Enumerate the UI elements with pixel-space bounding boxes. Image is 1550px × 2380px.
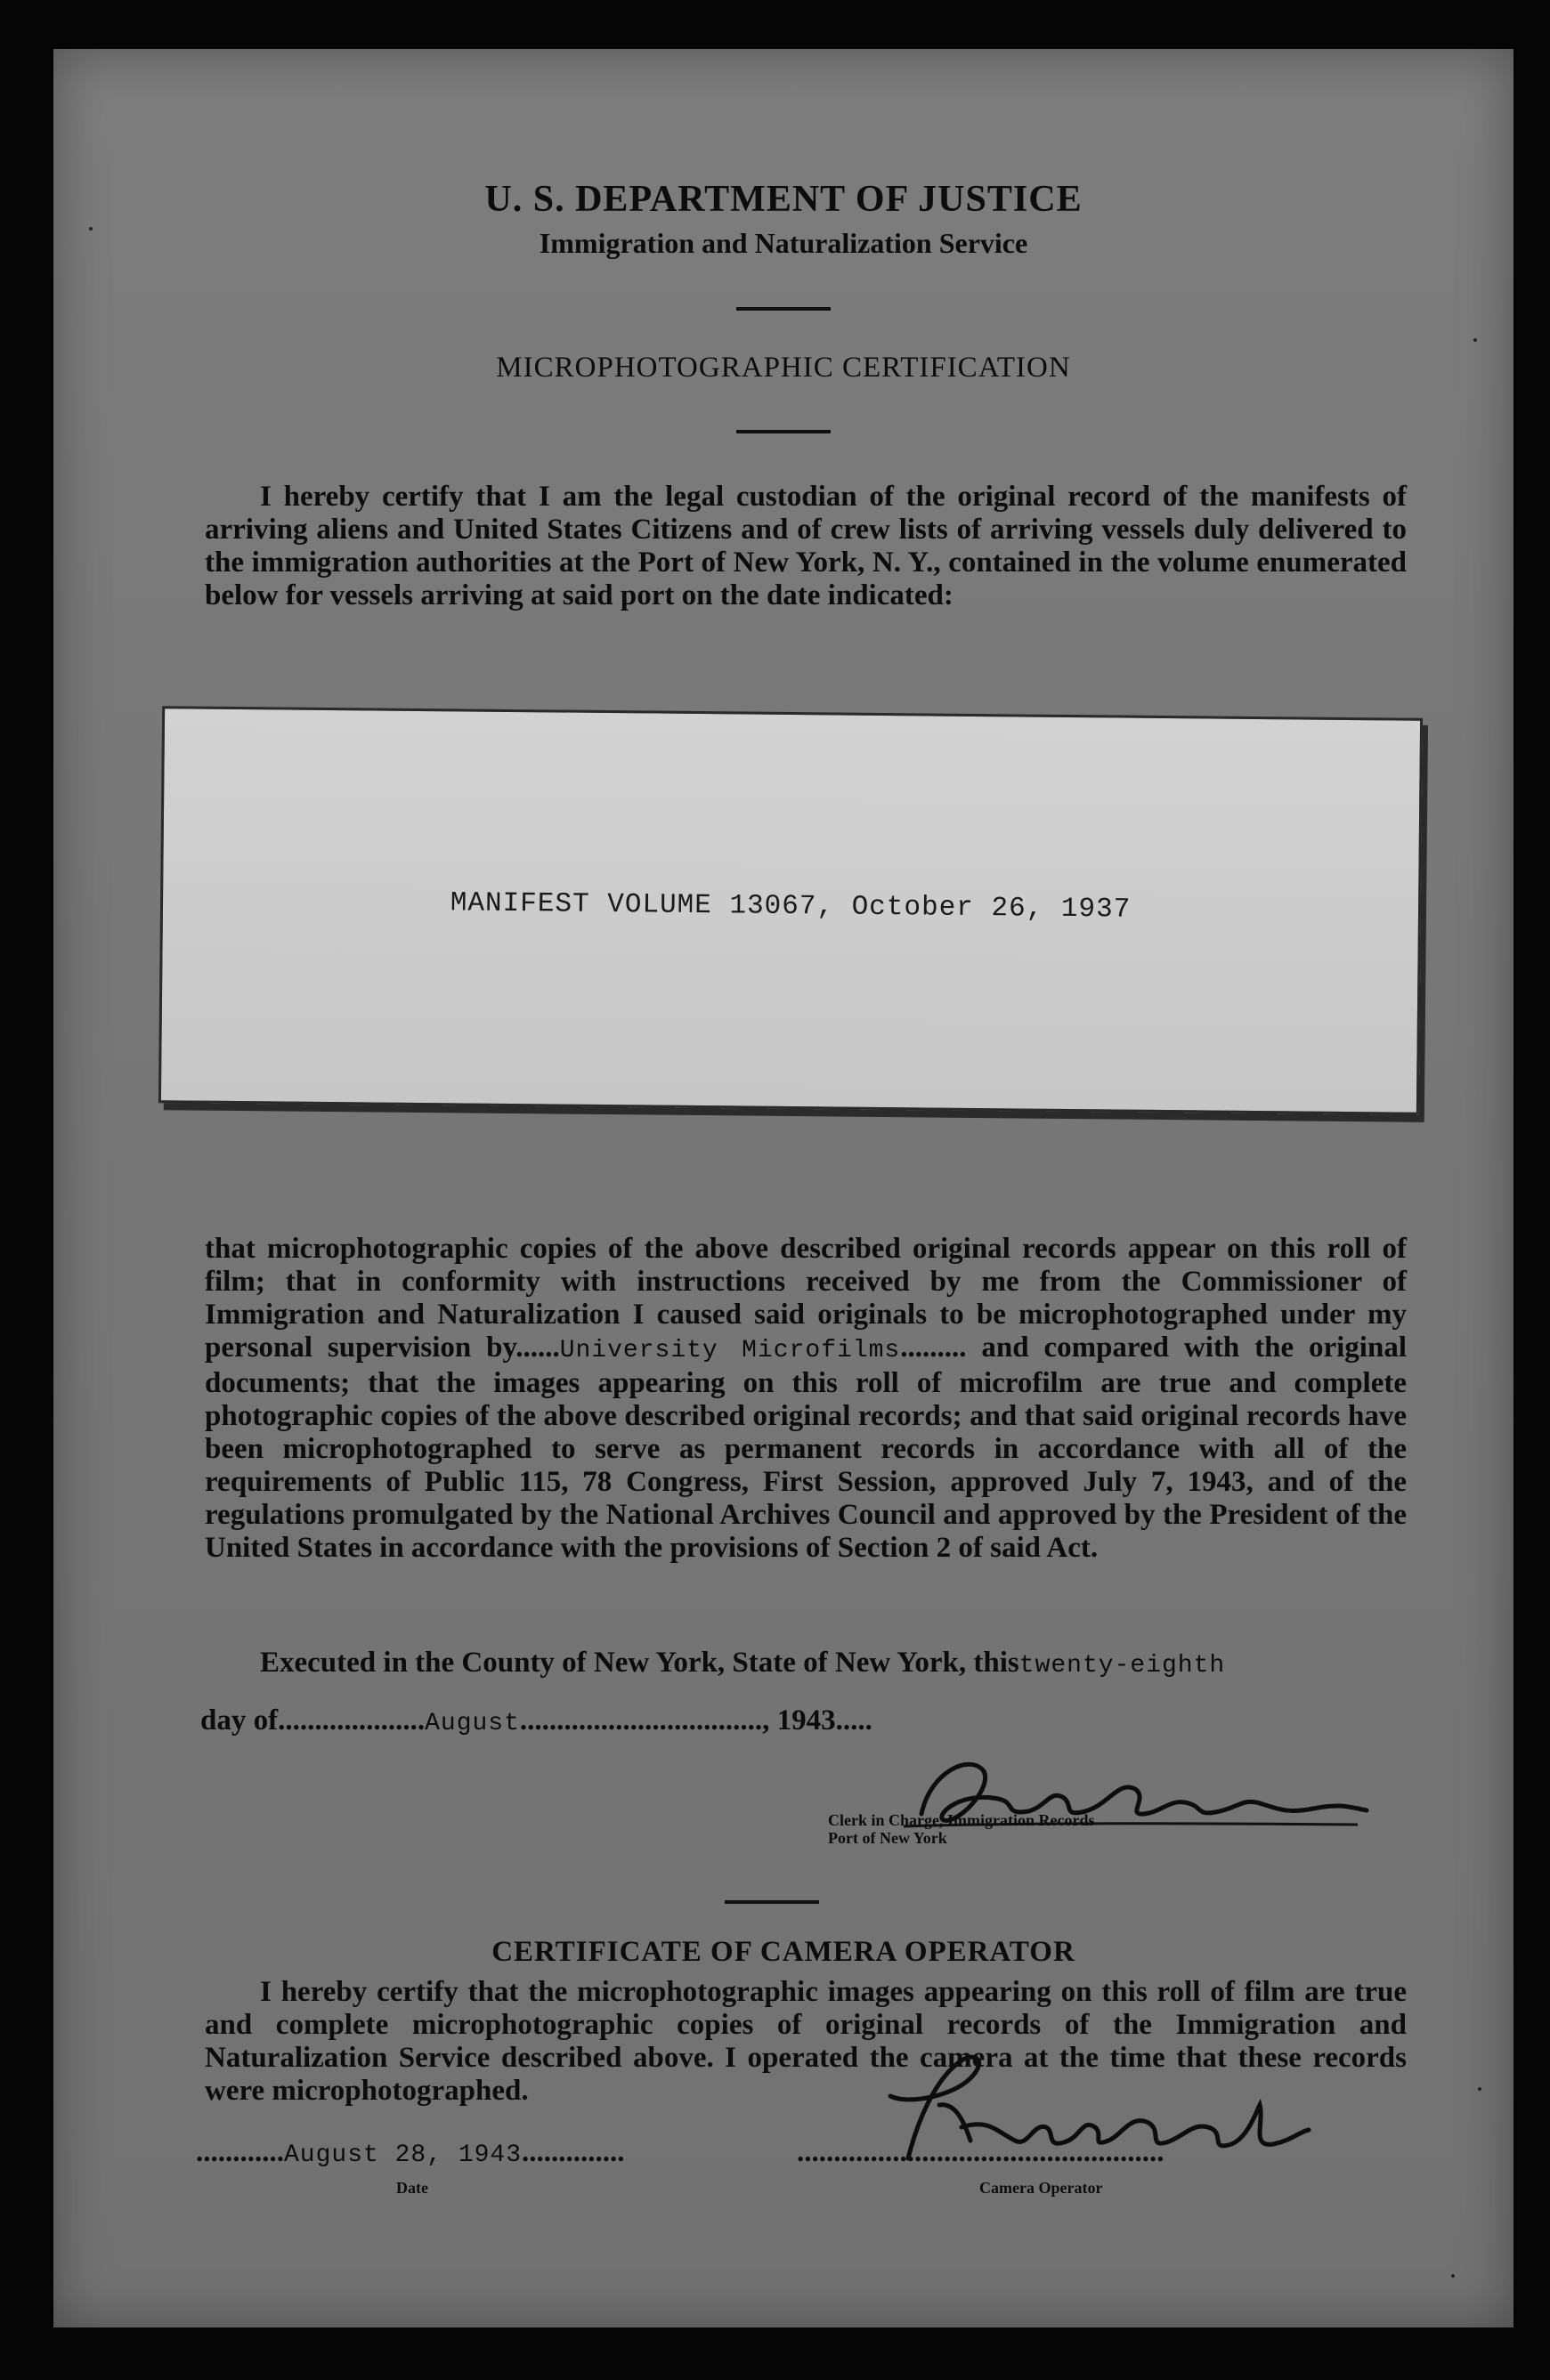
camera-certificate-title: CERTIFICATE OF CAMERA OPERATOR bbox=[491, 1936, 1075, 1968]
camera-date-field: August 28, 1943 bbox=[284, 2141, 523, 2169]
film-speck bbox=[1478, 2087, 1481, 2091]
execution-text: Executed in the County of New York, State of New York, this bbox=[260, 1647, 1019, 1679]
clerk-signature bbox=[895, 1745, 1376, 1869]
microfilm-company-field: University Microfilms bbox=[559, 1337, 901, 1364]
custodian-paragraph: I hereby certify that I am the legal custodian of the original record of the manifests of arriving aliens and United States Citizens and of crew lists of arriving vessels duly delivered to the immigration authorities at the Port of New York, N. Y., contained in the volume enumerated below for vessels arriving at said port on the date indicated: bbox=[205, 481, 1407, 611]
date-caption: Date bbox=[396, 2179, 428, 2197]
manifest-volume-card bbox=[158, 706, 1423, 1115]
supervision-paragraph bbox=[205, 1233, 1407, 1565]
service-subheading: Immigration and Naturalization Service bbox=[539, 227, 1028, 259]
dotted-leader: ...... bbox=[515, 1332, 560, 1364]
department-heading: U. S. DEPARTMENT OF JUSTICE bbox=[484, 179, 1083, 220]
certificate-sheet bbox=[53, 49, 1513, 2327]
dotted-leader: .................................................. bbox=[797, 2136, 1165, 2168]
dotted-leader: .............. bbox=[522, 2136, 625, 2168]
clerk-title bbox=[828, 1811, 1094, 1847]
supervision-text-part2: and compared with the original documents; that the images appearing on this roll of microfilm are true and complete photographic copies of the above described original records; and that said original records have been microphotographed to serve as permanent records in accordance with all of the requirements of Public 115, 78 Congress, First Session, approved July 7, 1943, and of the regulations promulgated by the National Archives Council and approved by the President of the United States in accordance with the provisions of Section 2 of said Act. bbox=[205, 1332, 1407, 1564]
dotted-leader: ..... bbox=[835, 1704, 872, 1736]
camera-operator-caption: Camera Operator bbox=[979, 2179, 1103, 2197]
film-speck bbox=[1473, 338, 1477, 342]
film-speck bbox=[1451, 2274, 1455, 2278]
divider bbox=[736, 430, 831, 433]
dotted-leader: ......... bbox=[900, 1332, 967, 1364]
clerk-title-line1: Clerk in Charge, Immigration Records bbox=[828, 1811, 1095, 1829]
camera-date-line bbox=[196, 2136, 625, 2169]
manifest-volume-text: MANIFEST VOLUME 13067, October 26, 1937 bbox=[450, 887, 1132, 926]
certification-title: MICROPHOTOGRAPHIC CERTIFICATION bbox=[496, 352, 1071, 384]
clerk-title-line2: Port of New York bbox=[828, 1829, 947, 1847]
camera-certificate-paragraph: I hereby certify that the microphotographic images appearing on this roll of film are true and complete microphotographic copies of original records of the Immigration and Naturalization Service described above. I operated the camera at the time that these records were microphotographed. bbox=[205, 1976, 1407, 2107]
divider bbox=[736, 307, 831, 311]
dotted-leader: .................... bbox=[278, 1704, 426, 1736]
execution-day-field: twenty-eighth bbox=[1018, 1652, 1226, 1680]
film-speck bbox=[89, 227, 93, 231]
supervision-text-part1: that microphotographic copies of the above described original records appear on this roll of film; that in conformity with instructions received by me from the Commissioner of Immigration and Naturalization I caused said originals to be microphotographed under my personal supervision by bbox=[205, 1233, 1407, 1364]
day-of-label: day of bbox=[200, 1704, 279, 1736]
execution-year: , 1943 bbox=[762, 1704, 836, 1736]
execution-month-field: August bbox=[425, 1710, 520, 1737]
camera-operator-signature bbox=[855, 2043, 1318, 2185]
execution-line bbox=[260, 1647, 1225, 1680]
dotted-leader: ............ bbox=[196, 2136, 284, 2168]
execution-date-line bbox=[200, 1704, 872, 1737]
dotted-leader: ................................. bbox=[519, 1704, 763, 1736]
divider bbox=[725, 1900, 819, 1904]
